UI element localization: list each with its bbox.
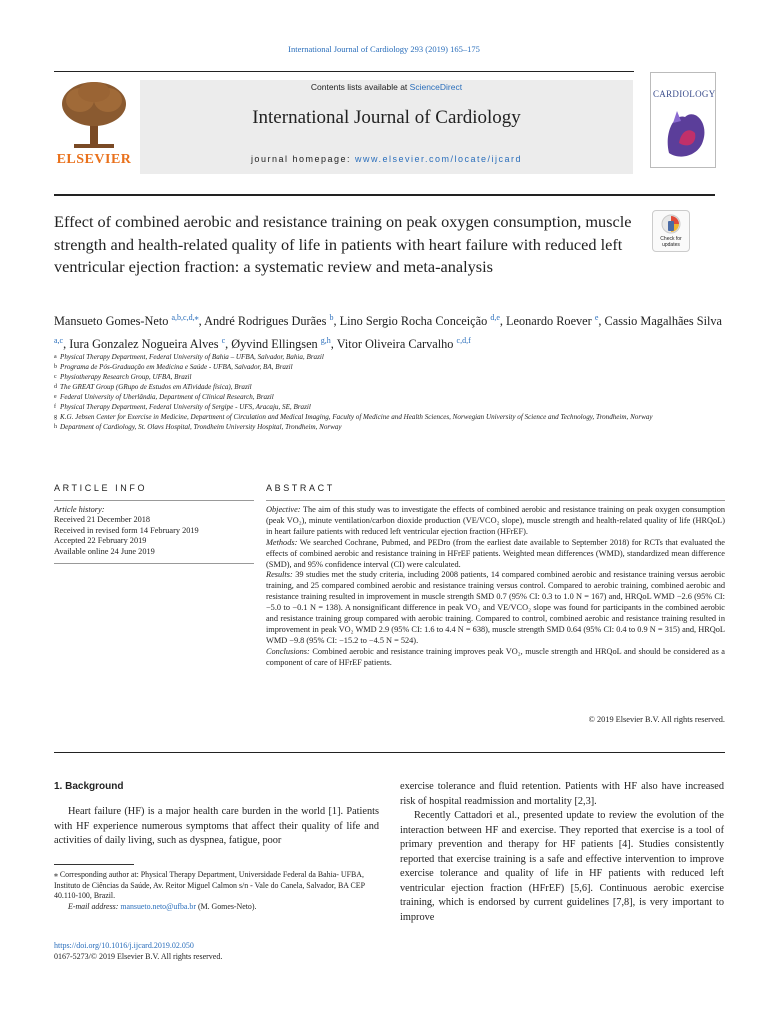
- affiliation: b Programa de Pós-Graduação em Medicina e Saúde - UFBA, Salvador, BA, Brazil: [54, 363, 293, 371]
- affiliation: e Federal University of Uberlândia, Department of Clinical Research, Brazil: [54, 393, 274, 401]
- affiliation: f Physical Therapy Department, Federal University of Sergipe - UFS, Aracaju, SE, Brazil: [54, 403, 311, 411]
- homepage-link[interactable]: www.elsevier.com/locate/ijcard: [355, 154, 523, 164]
- doi-block: [54, 940, 354, 962]
- history-revised: Received in revised form 14 February 2019: [54, 525, 199, 535]
- affiliation: d The GREAT Group (GRupo de Estudos em ATividade física), Brazil: [54, 383, 252, 391]
- affiliation: a Physical Therapy Department, Federal University of Bahia – UFBA, Salvador, Bahia, Brazil: [54, 353, 324, 361]
- body-column-right: [400, 780, 724, 925]
- header-bottom-rule: [54, 194, 715, 196]
- article-info-heading: ARTICLE INFO: [54, 483, 148, 493]
- email-link[interactable]: mansueto.neto@ufba.br: [120, 901, 196, 911]
- sciencedirect-link[interactable]: ScienceDirect: [409, 82, 463, 92]
- author: Cassio Magalhães Silva $^{a,c}$,: [54, 314, 723, 352]
- body-column-left: [54, 805, 379, 849]
- check-for-updates-badge[interactable]: [652, 210, 690, 252]
- author: Vitor Oliveira Carvalho $^{c,d,f}$: [336, 336, 471, 352]
- footnote: [54, 870, 379, 912]
- article-info-rule: [54, 500, 254, 501]
- section-divider: [54, 752, 725, 753]
- abstract-body: [266, 505, 725, 669]
- contents-line: Contents lists available at ScienceDirect: [310, 82, 463, 92]
- body-paragraph: Heart failure (HF) is a major health care burden in the world [1]. Patients with HF experience numerous symptoms that affect their quality of life and activities of daily living, such as dyspnea, fatigue, poor: [54, 806, 379, 846]
- author: André Rodrigues Durães $^b$,: [204, 313, 340, 329]
- abstract-results: Results: 39 studies met the study criteria, including 2008 patients, 14 compared combined aerobic and resistance training versus aerobic training, and 25 compared combined aerobic and resistance training versus control. Compared to aerobic training, combined aerobic and resistance training resulted in improvement in muscle strength SMD 0.7 (95% CI: 0.3 to 1.0 N = 167) and, HRQoL WMD −2.6 (95% CI: −5.0 to −0.1 N = 138). A nonsignificant difference in peak VO₂ and VE/VCO₂ slope was found for participants in the combined aerobic and resistance training group compared with aerobic training. Compared to control, combined aerobic and resistance training resulted in improvement in peak VO₂ WMD 2.9 (95% CI: 1.6 to 4.4 N = 638), muscle strength SMD 0.64 (95% CI: 0.4 to 0.9 N = 315) and, HRQoL WMD −9.8 (95% CI: −15.2 to −4.5 N = 524).: [266, 570, 725, 645]
- body-paragraph: exercise tolerance and fluid retention. Patients with HF also have increased risk of hospital readmission and mortality [2,3].: [400, 781, 724, 807]
- elsevier-tree-logo: [54, 78, 134, 152]
- affiliation-list: [54, 352, 729, 432]
- issn-line: 0167-5273/© 2019 Elsevier B.V. All rights reserved.: [54, 952, 223, 961]
- article-title: Effect of combined aerobic and resistance training on peak oxygen consumption, muscle strength and health-related quality of life in patients with heart failure with reduced left ventricular ejection fraction: a systematic review and meta-analysis: [54, 212, 632, 276]
- affiliation: c Physiotherapy Research Group, UFBA, Brazil: [54, 373, 192, 381]
- header-top-rule: [54, 71, 634, 72]
- article-history: [54, 505, 254, 557]
- history-online: Available online 24 June 2019: [54, 546, 155, 556]
- background-heading: 1. Background: [54, 781, 124, 792]
- author: Leonardo Roever $^e$,: [506, 313, 605, 329]
- doi-link[interactable]: https://doi.org/10.1016/j.ijcard.2019.02.050: [54, 941, 194, 950]
- author: Øyvind Ellingsen $^{g,h}$,: [231, 336, 337, 352]
- affiliation: h Department of Cardiology, St. Olavs Hospital, Trondheim University Hospital, Trondheim, Norway: [54, 423, 342, 431]
- history-label: Article history:: [54, 505, 105, 514]
- affiliation: g K.G. Jebsen Center for Exercise in Medicine, Department of Circulation and Medical Imaging, Faculty of Medicine and Health Sciences, Norwegian University of Science and Technology, Trondheim, Norway: [54, 413, 653, 421]
- abstract-heading: ABSTRACT: [266, 483, 335, 493]
- abstract-conclusions: Conclusions: Combined aerobic and resistance training improves peak VO₂, muscle strength and HRQoL and should be considered as a component of care of HFrEF patients.: [266, 646, 725, 667]
- abstract-rule: [266, 500, 725, 501]
- abstract-copyright: © 2019 Elsevier B.V. All rights reserved.: [588, 715, 725, 724]
- history-accepted: Accepted 22 February 2019: [54, 536, 147, 546]
- journal-reference[interactable]: International Journal of Cardiology 293 (2019) 165–175: [288, 44, 480, 54]
- abstract-objective: Objective: The aim of this study was to investigate the effects of combined aerobic and resistance training on peak oxygen consumption (peak VO₂), minute ventilation/carbon dioxide production (VE/VCO₂ slope), muscle strength and health-related quality of life (HRQoL) in heart failure patients with reduced left ventricular ejection fraction (HFrEF).: [266, 505, 725, 536]
- author: Iura Gonzalez Nogueira Alves $^c$,: [69, 336, 232, 352]
- author: Lino Sergio Rocha Conceição $^{d,e}$,: [339, 313, 507, 329]
- corresponding-author: ⁎ Corresponding author at: Physical Therapy Department, Universidade Federal da Bahia- UFBA, Instituto de Ciências da Saúde, Av. Reitor Miguel Calmon s/n - Vale do Canela, Salvador, BA CEP 40.110-100, Brazil.: [54, 870, 365, 901]
- author-list: [54, 308, 724, 354]
- elsevier-wordmark: ELSEVIER: [56, 152, 132, 167]
- journal-cover: [650, 72, 716, 168]
- footnote-rule: [54, 864, 134, 865]
- history-received: Received 21 December 2018: [54, 515, 151, 525]
- badge-label: Check for updates: [660, 236, 682, 248]
- journal-homepage: journal homepage: www.elsevier.com/locate/ijcard: [250, 154, 523, 164]
- body-paragraph: Recently Cattadori et al., presented update to review the evolution of the interaction between HF and exercise. They reported that exercise is a tool of primary prevention and therapy for HF patients [4]. Studies consistently reported that exercise training is a safe and effective intervention to improve exercise tolerance and quality of life in HF patients with reduced left ventricular ejection fraction (HFrEF) [5,6]. Continuous aerobic exercise training, which is endorsed by current guidelines [7,8], is very important to improve: [400, 810, 724, 923]
- cover-title: CARDIOLOGY: [653, 89, 716, 99]
- journal-title: International Journal of Cardiology: [252, 107, 521, 128]
- update-icon: [661, 214, 681, 234]
- email-line: E-mail address: mansueto.neto@ufba.br (M. Gomes-Neto).: [68, 901, 257, 911]
- abstract-methods: Methods: We searched Cochrane, Pubmed, and PEDro (from the earliest date available to September 2018) for RCTs that evaluated the effects of combined aerobic and resistance training in HFrEF patients. Weighted mean differences (WMD), standardized mean difference (SMD), and 95% confidence interval (CI) were calculated.: [266, 537, 725, 569]
- author: Mansueto Gomes-Neto $^{a,b,c,d,⁎}$,: [54, 313, 205, 329]
- history-bottom-rule: [54, 563, 254, 564]
